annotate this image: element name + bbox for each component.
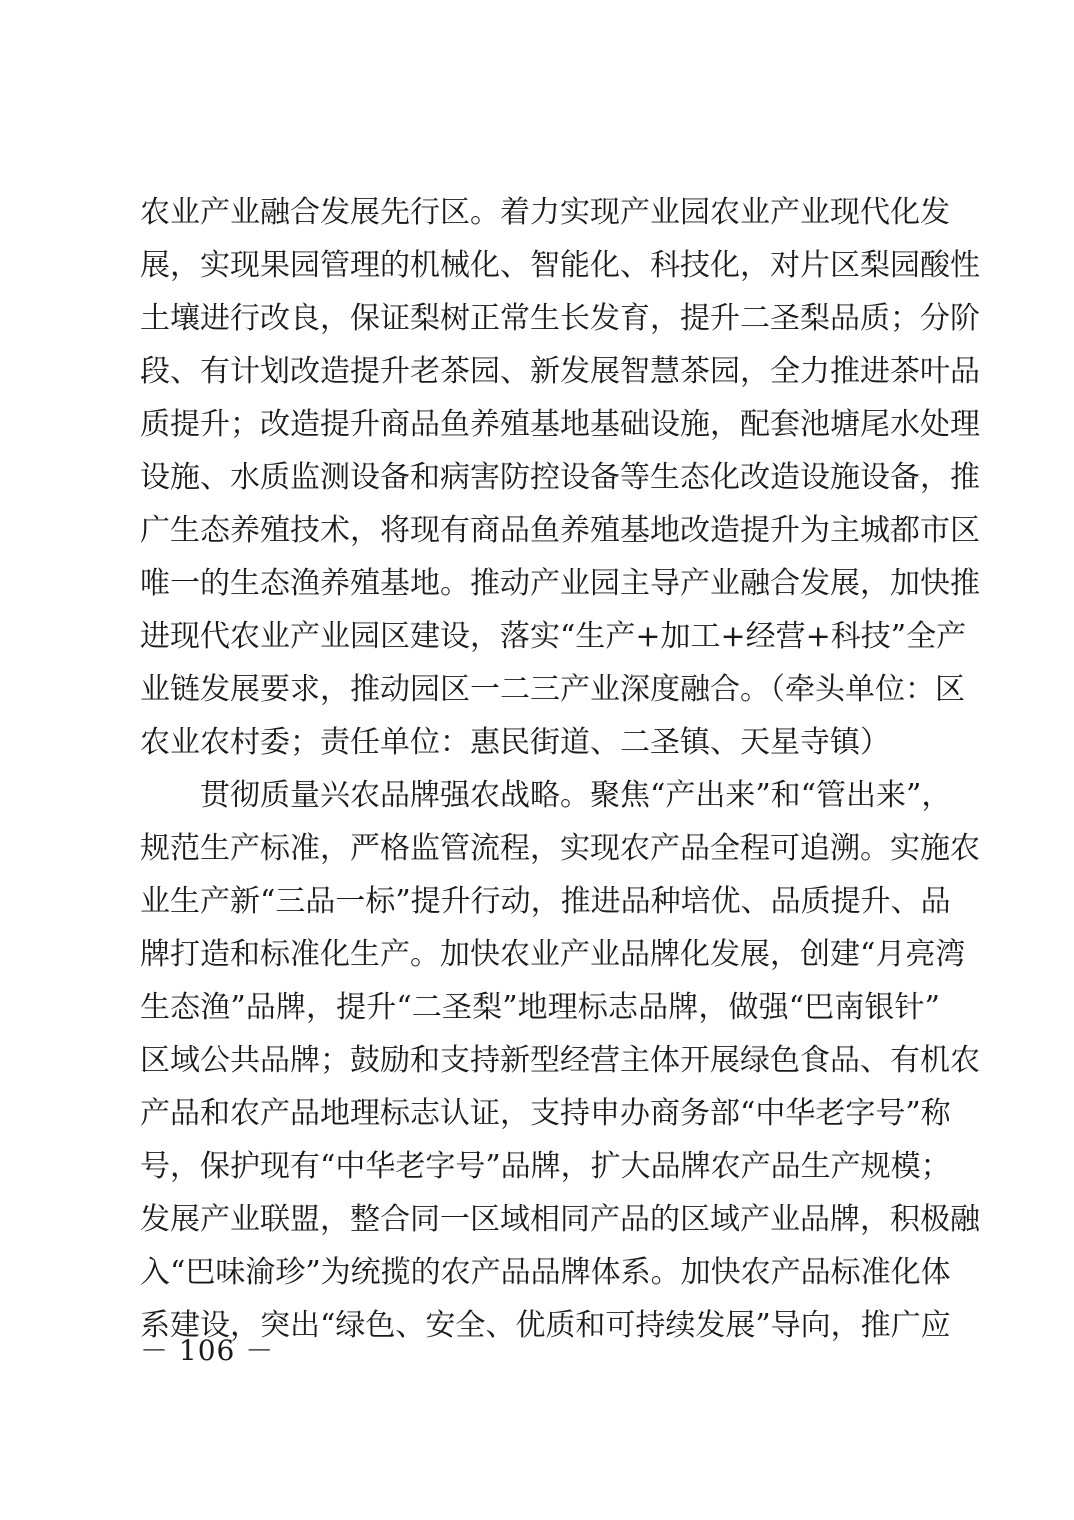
text-line: 农业农村委；责任单位：惠民街道、二圣镇、天星寺镇）	[140, 725, 890, 760]
text-line: 段、有计划改造提升老茶园、新发展智慧茶园，全力推进茶叶品	[140, 354, 980, 389]
text-line: 产品和农产品地理标志认证，支持申办商务部“中华老字号”称	[140, 1096, 951, 1131]
text-line: 贯彻质量兴农品牌强农战略。聚焦“产出来”和“管出来”，	[200, 778, 952, 813]
text-line: 生态渔”品牌，提升“二圣梨”地理标志品牌，做强“巴南银针”	[140, 990, 940, 1025]
text-line: 系建设，突出“绿色、安全、优质和可持续发展”导向，推广应	[140, 1308, 951, 1343]
text-line: 区域公共品牌；鼓励和支持新型经营主体开展绿色食品、有机农	[140, 1043, 980, 1078]
text-line: 土壤进行改良，保证梨树正常生长发育，提升二圣梨品质；分阶	[140, 301, 980, 336]
text-line: 发展产业联盟，整合同一区域相同产品的区域产业品牌，积极融	[140, 1202, 980, 1237]
text-line: 业生产新“三品一标”提升行动，推进品种培优、品质提升、品	[140, 884, 951, 919]
text-line: 牌打造和标准化生产。加快农业产业品牌化发展，创建“月亮湾	[140, 937, 966, 972]
text-line: 进现代农业产业园区建设，落实“生产+加工+经营+科技”全产	[140, 619, 967, 654]
text-line: 规范生产标准，严格监管流程，实现农产品全程可追溯。实施农	[140, 831, 980, 866]
text-line: 业链发展要求，推动园区一二三产业深度融合。（牵头单位：区	[140, 672, 965, 707]
text-line: 质提升；改造提升商品鱼养殖基地基础设施，配套池塘尾水处理	[140, 407, 980, 442]
text-line: 号，保护现有“中华老字号”品牌，扩大品牌农产品生产规模；	[140, 1149, 951, 1184]
text-line: 展，实现果园管理的机械化、智能化、科技化，对片区梨园酸性	[140, 248, 980, 283]
text-line: 入“巴味渝珍”为统揽的农产品品牌体系。加快农产品标准化体	[140, 1255, 951, 1290]
text-line: 农业产业融合发展先行区。着力实现产业园农业产业现代化发	[140, 195, 950, 230]
text-line: 广生态养殖技术，将现有商品鱼养殖基地改造提升为主城都市区	[140, 513, 980, 548]
text-line: 设施、水质监测设备和病害防控设备等生态化改造设施设备，推	[140, 460, 980, 495]
page-number: － 106 －	[140, 1334, 275, 1367]
text-line: 唯一的生态渔养殖基地。推动产业园主导产业融合发展，加快推	[140, 566, 980, 601]
